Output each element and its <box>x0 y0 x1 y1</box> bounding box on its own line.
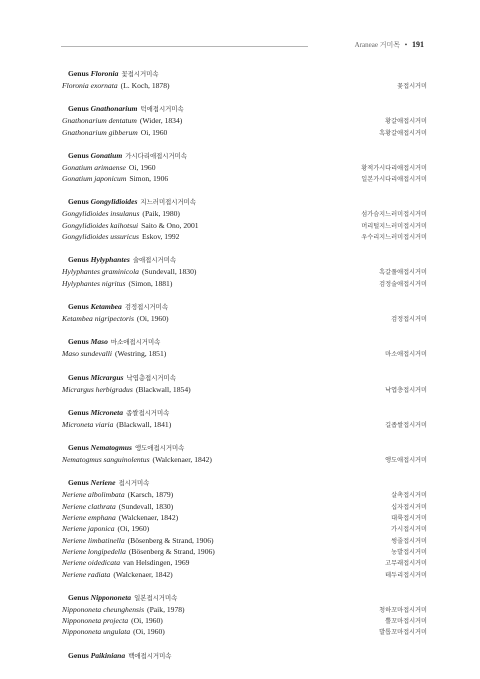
species-name: Hylyphantes graminicola <box>62 267 139 277</box>
genus-prefix: Genus <box>68 592 89 602</box>
species-row <box>62 348 427 359</box>
species-author: (Oi, 1960) <box>136 313 169 323</box>
species-author: (Westring, 1851) <box>115 349 167 359</box>
species-row <box>62 266 427 277</box>
species-scientific <box>62 523 149 534</box>
genus-prefix: Genus <box>68 650 89 660</box>
genus-name: Ketambea <box>90 301 122 311</box>
genus-heading <box>62 150 427 162</box>
species-name: Gongylidioides insulanus <box>62 209 140 219</box>
header-section: Araneae <box>354 41 378 49</box>
genus-block <box>62 442 427 465</box>
genus-name: Micrargus <box>90 372 124 382</box>
species-row <box>62 604 427 615</box>
species-row <box>62 419 427 430</box>
genus-block <box>62 150 427 185</box>
species-scientific <box>62 115 182 126</box>
species-scientific <box>62 208 180 219</box>
genus-heading <box>62 68 427 80</box>
species-korean-name: 황갈애접시거미 <box>385 118 427 126</box>
species-row <box>62 384 427 395</box>
header-korean: 거미목 <box>379 41 401 49</box>
species-author: (Paik, 1978) <box>147 604 185 614</box>
running-header <box>61 40 424 52</box>
species-scientific <box>62 512 178 523</box>
species-korean-name: 앵도애접시거미 <box>385 457 427 465</box>
species-scientific <box>62 546 215 557</box>
species-scientific <box>62 266 196 277</box>
species-row <box>62 80 427 91</box>
species-row <box>62 615 427 626</box>
species-korean-name: 길좁쌀접시거미 <box>385 421 427 429</box>
species-author: (Oi, 1960) <box>131 616 163 626</box>
genus-name: Hylyphantes <box>90 255 130 265</box>
genus-block <box>62 196 427 242</box>
header-rule <box>61 46 308 47</box>
genus-prefix: Genus <box>68 69 89 78</box>
genus-block <box>62 407 427 430</box>
genus-block <box>62 301 427 324</box>
species-author: (Wider, 1834) <box>139 116 183 126</box>
species-row <box>62 489 427 500</box>
species-scientific <box>62 173 168 184</box>
species-name: Gonatium arimaense <box>62 162 126 172</box>
species-korean-name: 대륙접시거미 <box>391 515 427 523</box>
species-row <box>62 523 427 534</box>
species-scientific <box>62 278 172 289</box>
species-author: Oi, 1960 <box>140 127 168 137</box>
species-korean-name: 살촉접시거미 <box>391 492 427 500</box>
genus-heading <box>62 254 427 266</box>
genus-heading <box>62 301 427 313</box>
genus-prefix: Genus <box>68 443 89 453</box>
genus-korean-name: 꽃접시거미속 <box>121 70 159 78</box>
genus-heading <box>62 196 427 208</box>
species-scientific <box>62 231 179 242</box>
genus-korean-name: 가시다리애접시거미속 <box>125 151 187 160</box>
species-author: (Blackwall, 1841) <box>116 419 172 429</box>
species-row <box>62 127 427 138</box>
species-author: Eskov, 1992 <box>142 232 180 242</box>
species-korean-name: 십자접시거미 <box>391 503 427 511</box>
genus-block <box>62 68 427 91</box>
species-row <box>62 278 427 289</box>
genus-korean-name: 검정접시거미속 <box>124 302 169 311</box>
species-row <box>62 626 427 637</box>
species-korean-name: 검정술애접시거미 <box>379 280 427 288</box>
species-scientific <box>62 615 163 626</box>
species-author: (Paik, 1980) <box>142 209 180 219</box>
genus-name: Neriene <box>90 478 116 488</box>
species-name: Nippononeta ungulata <box>62 627 131 637</box>
species-name: Neriene radiata <box>62 569 111 579</box>
species-scientific <box>62 80 170 91</box>
species-name: Neriene oidedicata <box>62 558 120 568</box>
species-row <box>62 557 427 568</box>
species-author: (Oi, 1960) <box>133 627 165 637</box>
species-scientific <box>62 501 173 512</box>
genus-prefix: Genus <box>68 407 89 417</box>
species-name: Neriene emphana <box>62 513 116 523</box>
genus-block <box>62 592 427 638</box>
species-name: Neriene clathrata <box>62 501 116 511</box>
genus-korean-name: 좁쌀접시거미속 <box>126 408 170 417</box>
genus-name: Gnathonarium <box>90 104 138 114</box>
species-scientific <box>62 419 171 430</box>
genus-name: Gonatium <box>90 150 123 160</box>
species-author: Saito & Ono, 2001 <box>141 220 199 230</box>
species-row <box>62 162 427 173</box>
header-separator: • <box>404 41 408 49</box>
genus-heading <box>62 336 427 348</box>
species-scientific <box>62 220 199 231</box>
species-scientific <box>62 162 156 173</box>
species-row <box>62 220 427 231</box>
genus-korean-name: 백애접시거미속 <box>128 651 172 660</box>
species-korean-name: 검정접시거미 <box>391 315 427 323</box>
species-scientific <box>62 557 189 568</box>
species-korean-name: 흑갈풀애접시거미 <box>379 269 427 277</box>
species-korean-name: 일본가시다리애접시거미 <box>361 176 427 184</box>
genus-korean-name: 술애접시거미속 <box>132 256 177 265</box>
species-korean-name: 우수리지느러미접시거미 <box>361 234 427 242</box>
species-name: Microneta viaria <box>62 419 114 429</box>
species-korean-name: 뿔꼬마접시거미 <box>385 618 427 626</box>
species-korean-name: 마소애접시거미 <box>385 351 427 359</box>
species-author: (Simon, 1881) <box>128 278 173 288</box>
species-name: Nippononeta projecta <box>62 616 129 626</box>
genus-prefix: Genus <box>68 150 89 160</box>
genus-block <box>62 103 427 138</box>
species-author: (Walckenaer, 1842) <box>113 569 173 579</box>
species-korean-name: 흑황갈애접시거미 <box>379 129 427 137</box>
genus-korean-name: 낙엽층접시거미속 <box>126 373 176 382</box>
species-name: Nematogmus sanguinolentus <box>62 455 150 465</box>
species-korean-name: 농발접시거미 <box>391 548 427 556</box>
genus-prefix: Genus <box>68 372 89 382</box>
genus-block <box>62 254 427 289</box>
genus-heading <box>62 103 427 115</box>
species-scientific <box>62 384 191 395</box>
genus-heading <box>62 407 427 419</box>
species-row <box>62 569 427 580</box>
page-number: 191 <box>412 40 424 49</box>
species-korean-name: 가시접시거미 <box>391 526 427 534</box>
species-name: Gnathonarium gibberum <box>62 127 138 137</box>
genus-prefix: Genus <box>68 104 89 114</box>
species-scientific <box>62 348 166 359</box>
genus-name: Microneta <box>90 407 124 417</box>
genus-name: Gongylidioides <box>90 197 138 207</box>
species-author: (Walckenaer, 1842) <box>118 513 179 523</box>
genus-heading <box>62 372 427 384</box>
species-name: Hylyphantes nigritus <box>62 278 126 288</box>
species-scientific <box>62 626 165 637</box>
species-author: Simon, 1906 <box>129 174 169 184</box>
species-author: van Helsdingen, 1969 <box>123 558 190 568</box>
species-name: Neriene limbatinella <box>62 535 125 545</box>
species-scientific <box>62 535 214 546</box>
species-name: Neriene longipedella <box>62 546 126 556</box>
species-author: (Karsch, 1879) <box>127 490 174 500</box>
genus-heading <box>62 592 427 604</box>
genus-prefix: Genus <box>68 197 89 207</box>
species-korean-name: 꽃접시거미 <box>397 83 427 90</box>
genus-name: Maso <box>90 337 108 347</box>
genus-block <box>62 336 427 359</box>
genus-block <box>62 650 427 662</box>
genus-name: Floronia <box>90 69 119 78</box>
species-row <box>62 115 427 126</box>
species-author: (Walckenaer, 1842) <box>152 455 212 465</box>
species-row <box>62 313 427 324</box>
species-row <box>62 501 427 512</box>
species-scientific <box>62 127 167 138</box>
species-scientific <box>62 569 173 580</box>
species-row <box>62 454 427 465</box>
genus-prefix: Genus <box>68 255 89 265</box>
species-name: Neriene albolimbata <box>62 490 125 500</box>
genus-heading <box>62 477 427 489</box>
species-checklist <box>62 68 427 674</box>
species-row <box>62 535 427 546</box>
species-name: Nippononeta cheunghensis <box>62 604 145 614</box>
species-korean-name: 황적가시다리애접시거미 <box>361 164 427 172</box>
species-name: Ketambea nigripectoris <box>62 313 134 323</box>
genus-prefix: Genus <box>68 478 89 488</box>
species-korean-name: 테두리접시거미 <box>385 571 427 579</box>
header-text <box>355 40 424 50</box>
species-korean-name: 낙엽층접시거미 <box>385 386 427 394</box>
species-name: Neriene japonica <box>62 524 115 534</box>
species-name: Floronia exornata <box>62 81 118 90</box>
species-name: Gnathonarium dentatum <box>62 116 137 126</box>
species-korean-name: 썽줄접시거미 <box>391 537 427 545</box>
genus-korean-name: 턱애접시거미속 <box>140 105 184 114</box>
species-name: Maso sundevalli <box>62 349 112 359</box>
genus-korean-name: 앵도애접시거미속 <box>134 444 185 453</box>
genus-block <box>62 477 427 579</box>
genus-block <box>62 372 427 395</box>
species-name: Gongylidioides ussuricus <box>62 232 139 242</box>
species-author: Oi, 1960 <box>128 162 156 172</box>
species-author: (Blackwall, 1854) <box>135 384 191 394</box>
genus-prefix: Genus <box>68 301 89 311</box>
species-korean-name: 청하꼬마접시거미 <box>379 606 427 614</box>
species-korean-name: 섬가슴지느러미접시거미 <box>361 211 427 219</box>
genus-name: Paikiniana <box>90 650 126 660</box>
species-korean-name: 머리털지느러미접시거미 <box>361 222 427 230</box>
species-row <box>62 546 427 557</box>
species-row <box>62 173 427 184</box>
species-author: (Bösenberg & Strand, 1906) <box>128 546 215 556</box>
species-scientific <box>62 454 212 465</box>
genus-name: Nippononeta <box>90 592 132 602</box>
genus-heading <box>62 650 427 662</box>
species-author: (Bösenberg & Strand, 1906) <box>127 535 214 545</box>
species-row <box>62 208 427 219</box>
species-scientific <box>62 489 173 500</box>
genus-heading <box>62 442 427 454</box>
genus-korean-name: 접시거미속 <box>118 479 150 488</box>
genus-korean-name: 지느러미접시거미속 <box>140 198 196 207</box>
species-korean-name: 고무래접시거미 <box>385 560 427 568</box>
species-korean-name: 발톱꼬마접시거미 <box>379 629 427 637</box>
species-author: (Sundevall, 1830) <box>118 501 174 511</box>
species-name: Gonatium japonicum <box>62 174 127 184</box>
species-author: (L. Koch, 1878) <box>120 81 170 90</box>
genus-korean-name: 일본접시거미속 <box>134 593 178 602</box>
species-author: (Sundevall, 1830) <box>141 267 197 277</box>
species-row <box>62 512 427 523</box>
species-scientific <box>62 604 185 615</box>
species-author: (Oi, 1960) <box>117 524 150 534</box>
species-name: Gongylidioides kaihotsui <box>62 220 139 230</box>
species-name: Micrargus herbigradus <box>62 384 133 394</box>
genus-name: Nematogmus <box>90 443 132 453</box>
genus-korean-name: 마소애접시거미속 <box>110 338 161 347</box>
species-scientific <box>62 313 169 324</box>
species-row <box>62 231 427 242</box>
genus-prefix: Genus <box>68 337 89 347</box>
